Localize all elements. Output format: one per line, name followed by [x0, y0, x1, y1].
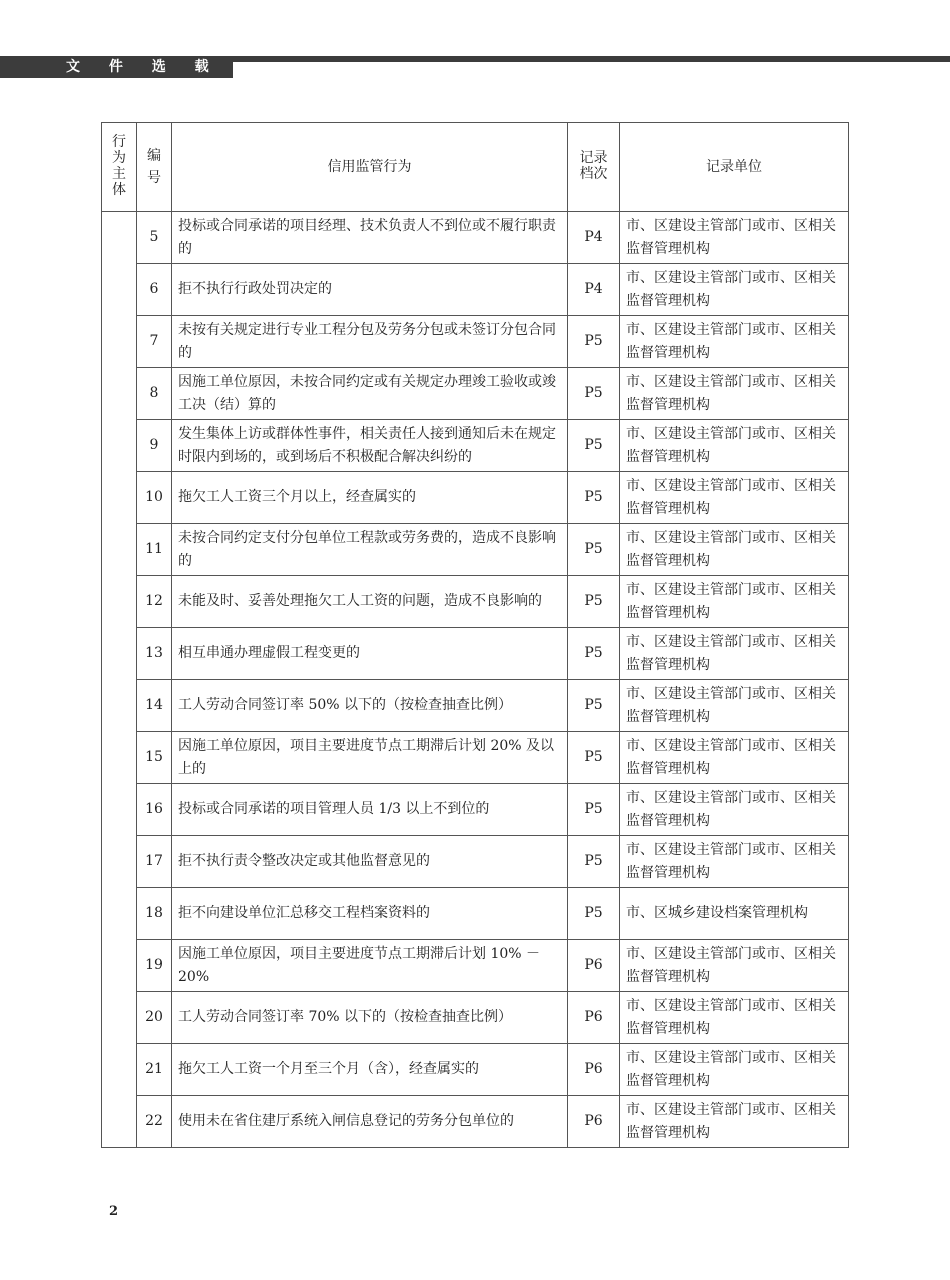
level-cell: P6: [568, 940, 620, 992]
level-cell: P5: [568, 888, 620, 940]
unit-cell: 市、区建设主管部门或市、区相关监督管理机构: [620, 264, 849, 316]
behavior-cell: 相互串通办理虚假工程变更的: [172, 628, 568, 680]
subject-cell: [102, 212, 137, 1148]
unit-cell: 市、区建设主管部门或市、区相关监督管理机构: [620, 316, 849, 368]
unit-cell: 市、区建设主管部门或市、区相关监督管理机构: [620, 784, 849, 836]
behavior-cell: 投标或合同承诺的项目经理、技术负责人不到位或不履行职责的: [172, 212, 568, 264]
level-cell: P5: [568, 472, 620, 524]
level-cell: P4: [568, 212, 620, 264]
table-row: [102, 732, 849, 784]
table-row: [102, 472, 849, 524]
row-number: 17: [137, 836, 172, 888]
behavior-cell: 因施工单位原因，项目主要进度节点工期滞后计划 10% －20%: [172, 940, 568, 992]
level-cell: P6: [568, 1044, 620, 1096]
header-level: 记录档次: [568, 123, 620, 212]
behavior-cell: 发生集体上访或群体性事件，相关责任人接到通知后未在规定时限内到场的，或到场后不积极配合解决纠纷的: [172, 420, 568, 472]
row-number: 5: [137, 212, 172, 264]
table-row: [102, 836, 849, 888]
behavior-cell: 工人劳动合同签订率 70% 以下的（按检查抽查比例）: [172, 992, 568, 1044]
table-row: [102, 576, 849, 628]
level-cell: P5: [568, 368, 620, 420]
behavior-cell: 因施工单位原因，未按合同约定或有关规定办理竣工验收或竣工决（结）算的: [172, 368, 568, 420]
table-row: [102, 264, 849, 316]
behavior-cell: 因施工单位原因，项目主要进度节点工期滞后计划 20% 及以上的: [172, 732, 568, 784]
table-row: [102, 1044, 849, 1096]
row-number: 10: [137, 472, 172, 524]
level-cell: P5: [568, 680, 620, 732]
unit-cell: 市、区建设主管部门或市、区相关监督管理机构: [620, 472, 849, 524]
row-number: 14: [137, 680, 172, 732]
row-number: 18: [137, 888, 172, 940]
table-row: [102, 368, 849, 420]
behavior-cell: 未按有关规定进行专业工程分包及劳务分包或未签订分包合同的: [172, 316, 568, 368]
level-cell: P5: [568, 784, 620, 836]
table-row: [102, 680, 849, 732]
table-row: [102, 420, 849, 472]
credit-supervision-table: [101, 122, 849, 1148]
behavior-cell: 工人劳动合同签订率 50% 以下的（按检查抽查比例）: [172, 680, 568, 732]
level-cell: P6: [568, 992, 620, 1044]
table-row: [102, 1096, 849, 1148]
header-number: 编号: [137, 123, 172, 212]
header-unit: 记录单位: [620, 123, 849, 212]
row-number: 15: [137, 732, 172, 784]
row-number: 12: [137, 576, 172, 628]
unit-cell: 市、区城乡建设档案管理机构: [620, 888, 849, 940]
unit-cell: 市、区建设主管部门或市、区相关监督管理机构: [620, 1044, 849, 1096]
table-row: [102, 212, 849, 264]
table-row: [102, 940, 849, 992]
header-subject: 行为主体: [102, 123, 137, 212]
row-number: 22: [137, 1096, 172, 1148]
behavior-cell: 未能及时、妥善处理拖欠工人工资的问题，造成不良影响的: [172, 576, 568, 628]
row-number: 19: [137, 940, 172, 992]
level-cell: P5: [568, 420, 620, 472]
level-cell: P6: [568, 1096, 620, 1148]
behavior-cell: 拖欠工人工资一个月至三个月（含），经查属实的: [172, 1044, 568, 1096]
table-row: [102, 784, 849, 836]
level-cell: P5: [568, 628, 620, 680]
row-number: 16: [137, 784, 172, 836]
row-number: 9: [137, 420, 172, 472]
level-cell: P5: [568, 524, 620, 576]
level-cell: P4: [568, 264, 620, 316]
table-row: [102, 992, 849, 1044]
level-cell: P5: [568, 576, 620, 628]
unit-cell: 市、区建设主管部门或市、区相关监督管理机构: [620, 628, 849, 680]
unit-cell: 市、区建设主管部门或市、区相关监督管理机构: [620, 368, 849, 420]
row-number: 6: [137, 264, 172, 316]
unit-cell: 市、区建设主管部门或市、区相关监督管理机构: [620, 576, 849, 628]
unit-cell: 市、区建设主管部门或市、区相关监督管理机构: [620, 680, 849, 732]
unit-cell: 市、区建设主管部门或市、区相关监督管理机构: [620, 1096, 849, 1148]
unit-cell: 市、区建设主管部门或市、区相关监督管理机构: [620, 732, 849, 784]
behavior-cell: 投标或合同承诺的项目管理人员 1/3 以上不到位的: [172, 784, 568, 836]
section-label: 文 件 选 载: [0, 56, 233, 78]
table-header-row: [102, 123, 849, 212]
table-row: [102, 888, 849, 940]
behavior-cell: 拖欠工人工资三个月以上，经查属实的: [172, 472, 568, 524]
behavior-cell: 拒不向建设单位汇总移交工程档案资料的: [172, 888, 568, 940]
table-row: [102, 628, 849, 680]
level-cell: P5: [568, 836, 620, 888]
table-row: [102, 316, 849, 368]
unit-cell: 市、区建设主管部门或市、区相关监督管理机构: [620, 940, 849, 992]
unit-cell: 市、区建设主管部门或市、区相关监督管理机构: [620, 212, 849, 264]
behavior-cell: 拒不执行行政处罚决定的: [172, 264, 568, 316]
row-number: 21: [137, 1044, 172, 1096]
unit-cell: 市、区建设主管部门或市、区相关监督管理机构: [620, 420, 849, 472]
row-number: 7: [137, 316, 172, 368]
header-behavior: 信用监管行为: [172, 123, 568, 212]
behavior-cell: 使用未在省住建厅系统入闸信息登记的劳务分包单位的: [172, 1096, 568, 1148]
unit-cell: 市、区建设主管部门或市、区相关监督管理机构: [620, 836, 849, 888]
row-number: 13: [137, 628, 172, 680]
unit-cell: 市、区建设主管部门或市、区相关监督管理机构: [620, 992, 849, 1044]
row-number: 8: [137, 368, 172, 420]
behavior-cell: 拒不执行责令整改决定或其他监督意见的: [172, 836, 568, 888]
table-row: [102, 524, 849, 576]
behavior-cell: 未按合同约定支付分包单位工程款或劳务费的，造成不良影响的: [172, 524, 568, 576]
row-number: 20: [137, 992, 172, 1044]
unit-cell: 市、区建设主管部门或市、区相关监督管理机构: [620, 524, 849, 576]
level-cell: P5: [568, 316, 620, 368]
level-cell: P5: [568, 732, 620, 784]
row-number: 11: [137, 524, 172, 576]
page-number: 2: [109, 1204, 119, 1219]
